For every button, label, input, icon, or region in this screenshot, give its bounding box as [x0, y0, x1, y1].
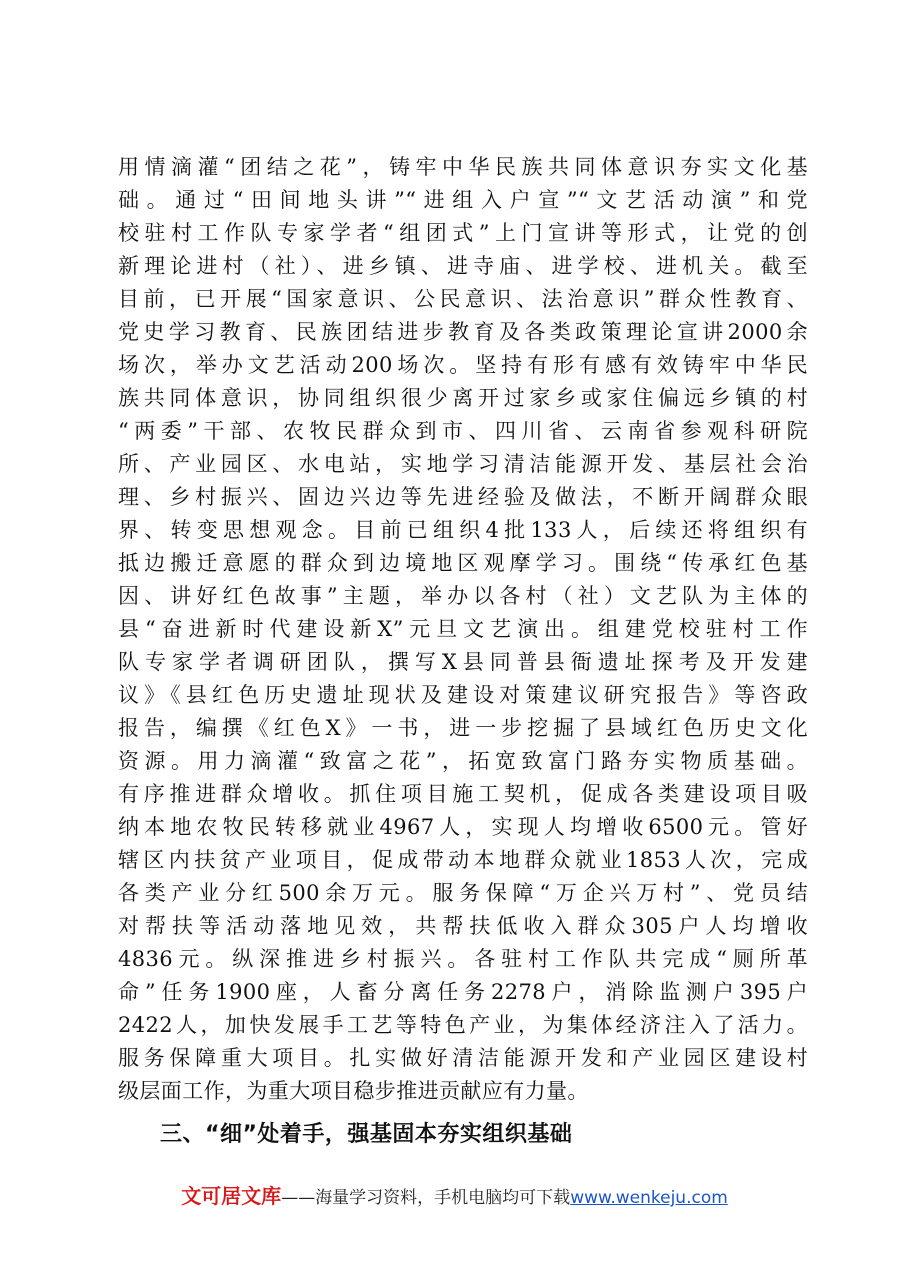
text-line: 础。通过“田间地头讲”“进组入户宣”“文艺活动演”和党 [118, 188, 808, 212]
text-line: 2422人，加快发展手工艺等特色产业，为集体经济注入了活力。 [118, 1013, 808, 1037]
text-line: 队专家学者调研团队，撰写X县同普县衙遗址探考及开发建 [118, 650, 808, 674]
text-line: 服务保障重大项目。扎实做好清洁能源开发和产业园区建设村 [118, 1046, 808, 1070]
body-paragraph [118, 151, 808, 1108]
text-line: 县“奋进新时代建设新X”元旦文艺演出。组建党校驻村工作 [118, 617, 808, 641]
text-line: 资源。用力滴灌“致富之花”，拓宽致富门路夯实物质基础。 [118, 749, 808, 773]
text-line: 族共同体意识，协同组织很少离开过家乡或家住偏远乡镇的村 [118, 386, 808, 410]
text-line: 抵边搬迁意愿的群众到边境地区观摩学习。围绕“传承红色基 [118, 551, 808, 575]
footer-website-link[interactable]: www.wenkeju.com [570, 1188, 728, 1208]
text-line: 目前，已开展“国家意识、公民意识、法治意识”群众性教育、 [118, 287, 808, 311]
text-line: “两委”干部、农牧民群众到市、四川省、云南省参观科研院 [118, 419, 808, 443]
text-line: 有序推进群众增收。抓住项目施工契机，促成各类建设项目吸 [118, 782, 808, 806]
text-line: 命”任务1900座，人畜分离任务2278户，消除监测户395户 [118, 980, 808, 1004]
text-line: 级层面工作，为重大项目稳步推进贡献应有力量。 [118, 1079, 589, 1103]
section-heading: 三、“细”处着手，强基固本夯实组织基础 [160, 1122, 573, 1147]
text-line: 校驻村工作队专家学者“组团式”上门宣讲等形式，让党的创 [118, 221, 808, 245]
text-line: 纳本地农牧民转移就业4967人，实现人均增收6500元。管好 [118, 815, 808, 839]
text-line: 议》《县红色历史遗址现状及建设对策建议研究报告》等咨政 [118, 683, 808, 707]
text-line: 各类产业分红500余万元。服务保障“万企兴万村”、党员结 [118, 881, 808, 905]
text-line: 场次，举办文艺活动200场次。坚持有形有感有效铸牢中华民 [118, 353, 808, 377]
text-line: 党史学习教育、民族团结进步教育及各类政策理论宣讲2000余 [118, 320, 808, 344]
text-line: 界、转变思想观念。目前已组织4批133人，后续还将组织有 [118, 518, 808, 542]
text-line: 所、产业园区、水电站，实地学习清洁能源开发、基层社会治 [118, 452, 808, 476]
text-line: 报告，编撰《红色X》一书，进一步挖掘了县域红色历史文化 [118, 716, 808, 740]
text-line: 新理论进村（社）、进乡镇、进寺庙、进学校、进机关。截至 [118, 254, 808, 278]
footer-tagline: ——海量学习资料，手机电脑均可下载 [281, 1188, 571, 1208]
text-line: 因、讲好红色故事”主题，举办以各村（社）文艺队为主体的 [118, 584, 808, 608]
text-line: 对帮扶等活动落地见效，共帮扶低收入群众305户人均增收 [118, 914, 808, 938]
text-line: 辖区内扶贫产业项目，促成带动本地群众就业1853人次，完成 [118, 848, 808, 872]
text-line: 用情滴灌“团结之花”，铸牢中华民族共同体意识夯实文化基 [118, 155, 808, 179]
text-line: 4836元。纵深推进乡村振兴。各驻村工作队共完成“厕所革 [118, 947, 808, 971]
footer-banner [0, 1181, 909, 1213]
text-line: 理、乡村振兴、固边兴边等先进经验及做法，不断开阔群众眼 [118, 485, 808, 509]
footer-brand: 文可居文库 [181, 1184, 282, 1208]
